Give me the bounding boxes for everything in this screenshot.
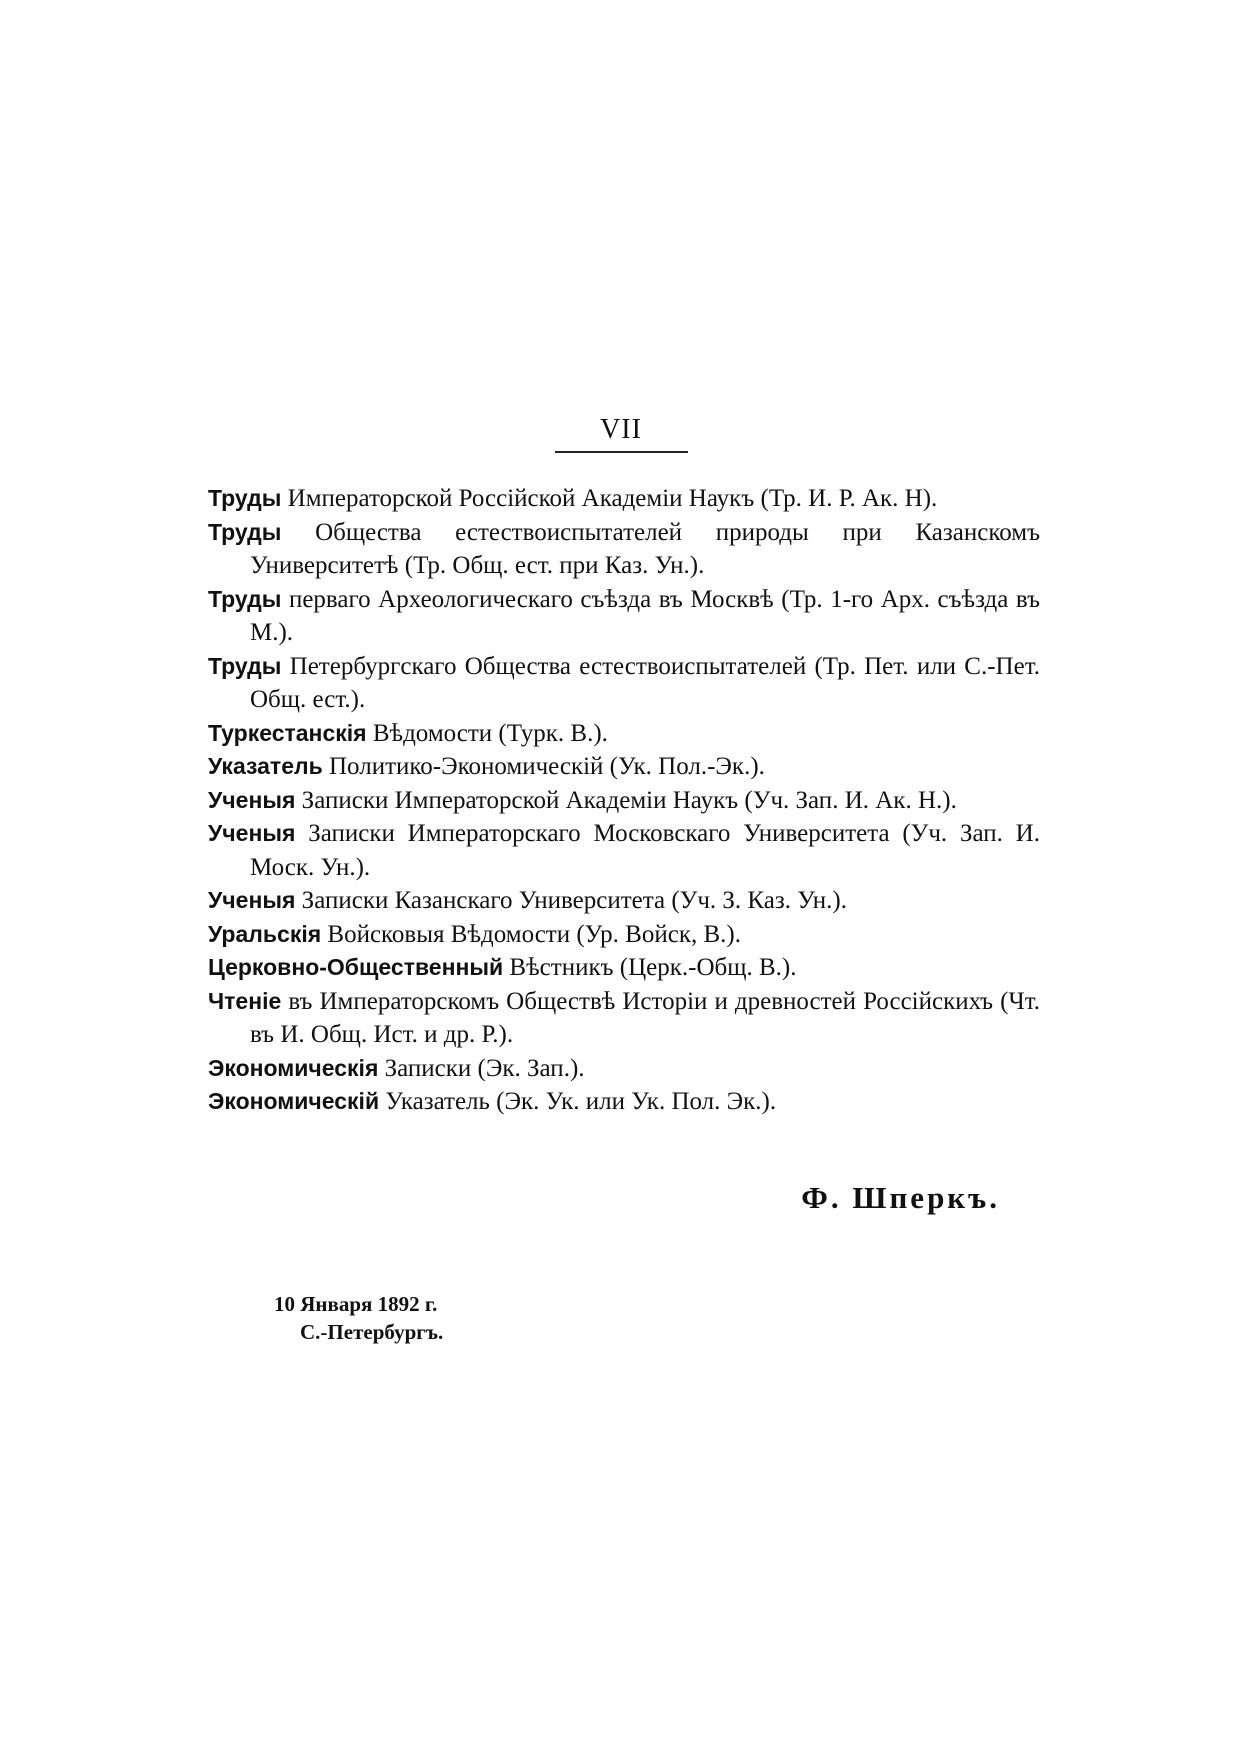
entry-text: Общества естествоиспытателей природы при Казанскомъ Университетѣ (Тр. Общ. ест. при Каз. Ун.). bbox=[250, 518, 1040, 579]
entry-heading: Труды bbox=[208, 485, 282, 511]
entry-heading: Церковно-Общественный bbox=[208, 954, 504, 980]
entry-heading: Ученыя bbox=[208, 786, 296, 813]
entry-heading: Экономическій bbox=[208, 1088, 380, 1114]
list-item bbox=[208, 1052, 1040, 1086]
list-item bbox=[208, 650, 1040, 717]
entry-heading: Указатель bbox=[208, 753, 323, 779]
page-number: VII bbox=[600, 414, 642, 445]
entry-heading: Труды bbox=[208, 652, 282, 679]
entry-text: Указатель (Эк. Ук. или Ук. Пол. Эк.). bbox=[385, 1088, 777, 1115]
entry-text: Вѣстникъ (Церк.-Общ. В.). bbox=[509, 954, 797, 981]
abbreviation-list bbox=[208, 482, 1040, 1119]
entry-text: Записки Казанскаго Университета (Уч. З. Каз. Ун.). bbox=[301, 887, 847, 914]
author-signature: Ф. Шперкъ. bbox=[801, 1180, 1000, 1215]
entry-text: Императорской Россійской Академіи Наукъ (Тр. И. Р. Ак. Н). bbox=[287, 485, 938, 512]
list-item bbox=[208, 985, 1040, 1052]
list-item bbox=[208, 884, 1040, 918]
entry-text: Записки Императорской Академіи Наукъ (Уч. Зап. И. Ак. Н.). bbox=[301, 786, 957, 814]
entry-heading: Туркестанскія bbox=[208, 719, 367, 746]
list-item bbox=[208, 817, 1040, 884]
list-item bbox=[208, 918, 1040, 952]
list-item bbox=[208, 750, 1040, 784]
entry-text: Записки Императорскаго Московскаго Университета (Уч. Зап. И. Моск. Ун.). bbox=[250, 820, 1040, 881]
entry-heading: Труды bbox=[208, 518, 282, 545]
entry-text: Войсковыя Вѣдомости (Ур. Войск, В.). bbox=[327, 920, 741, 948]
entry-text: въ Императорскомъ Обществѣ Исторіи и древностей Россійскихъ (Чт. въ И. Общ. Ист. и др. Р.). bbox=[250, 987, 1041, 1048]
dateline-place: С.-Петербургъ. bbox=[300, 1320, 444, 1344]
list-item bbox=[208, 516, 1040, 583]
entry-heading: Уральскія bbox=[208, 920, 322, 947]
entry-text: Записки (Эк. Зап.). bbox=[384, 1054, 585, 1082]
entry-heading: Чтеніе bbox=[208, 987, 282, 1014]
list-item bbox=[208, 583, 1040, 650]
list-item bbox=[208, 717, 1040, 751]
list-item bbox=[208, 951, 1040, 985]
list-item bbox=[208, 1085, 1040, 1119]
entry-heading: Ученыя bbox=[208, 887, 296, 913]
entry-text: перваго Археологическаго съѣзда въ Москвѣ (Тр. 1-го Арх. съѣзда въ М.). bbox=[250, 585, 1041, 646]
header-rule bbox=[555, 451, 688, 453]
dateline bbox=[274, 1290, 514, 1346]
entry-text: Политико-Экономическій (Ук. Пол.-Эк.). bbox=[329, 753, 765, 780]
entry-text: Петербургскаго Общества естествоиспытателей (Тр. Пет. или С.-Пет. Общ. ест.). bbox=[250, 652, 1041, 713]
entry-heading: Труды bbox=[208, 585, 282, 612]
entry-heading: Экономическія bbox=[208, 1054, 379, 1081]
entry-text: Вѣдомости (Турк. В.). bbox=[372, 719, 608, 747]
list-item bbox=[208, 784, 1040, 818]
entry-heading: Ученыя bbox=[208, 820, 296, 846]
list-item bbox=[208, 482, 1040, 516]
dateline-date: 10 Января 1892 г. bbox=[274, 1292, 438, 1316]
